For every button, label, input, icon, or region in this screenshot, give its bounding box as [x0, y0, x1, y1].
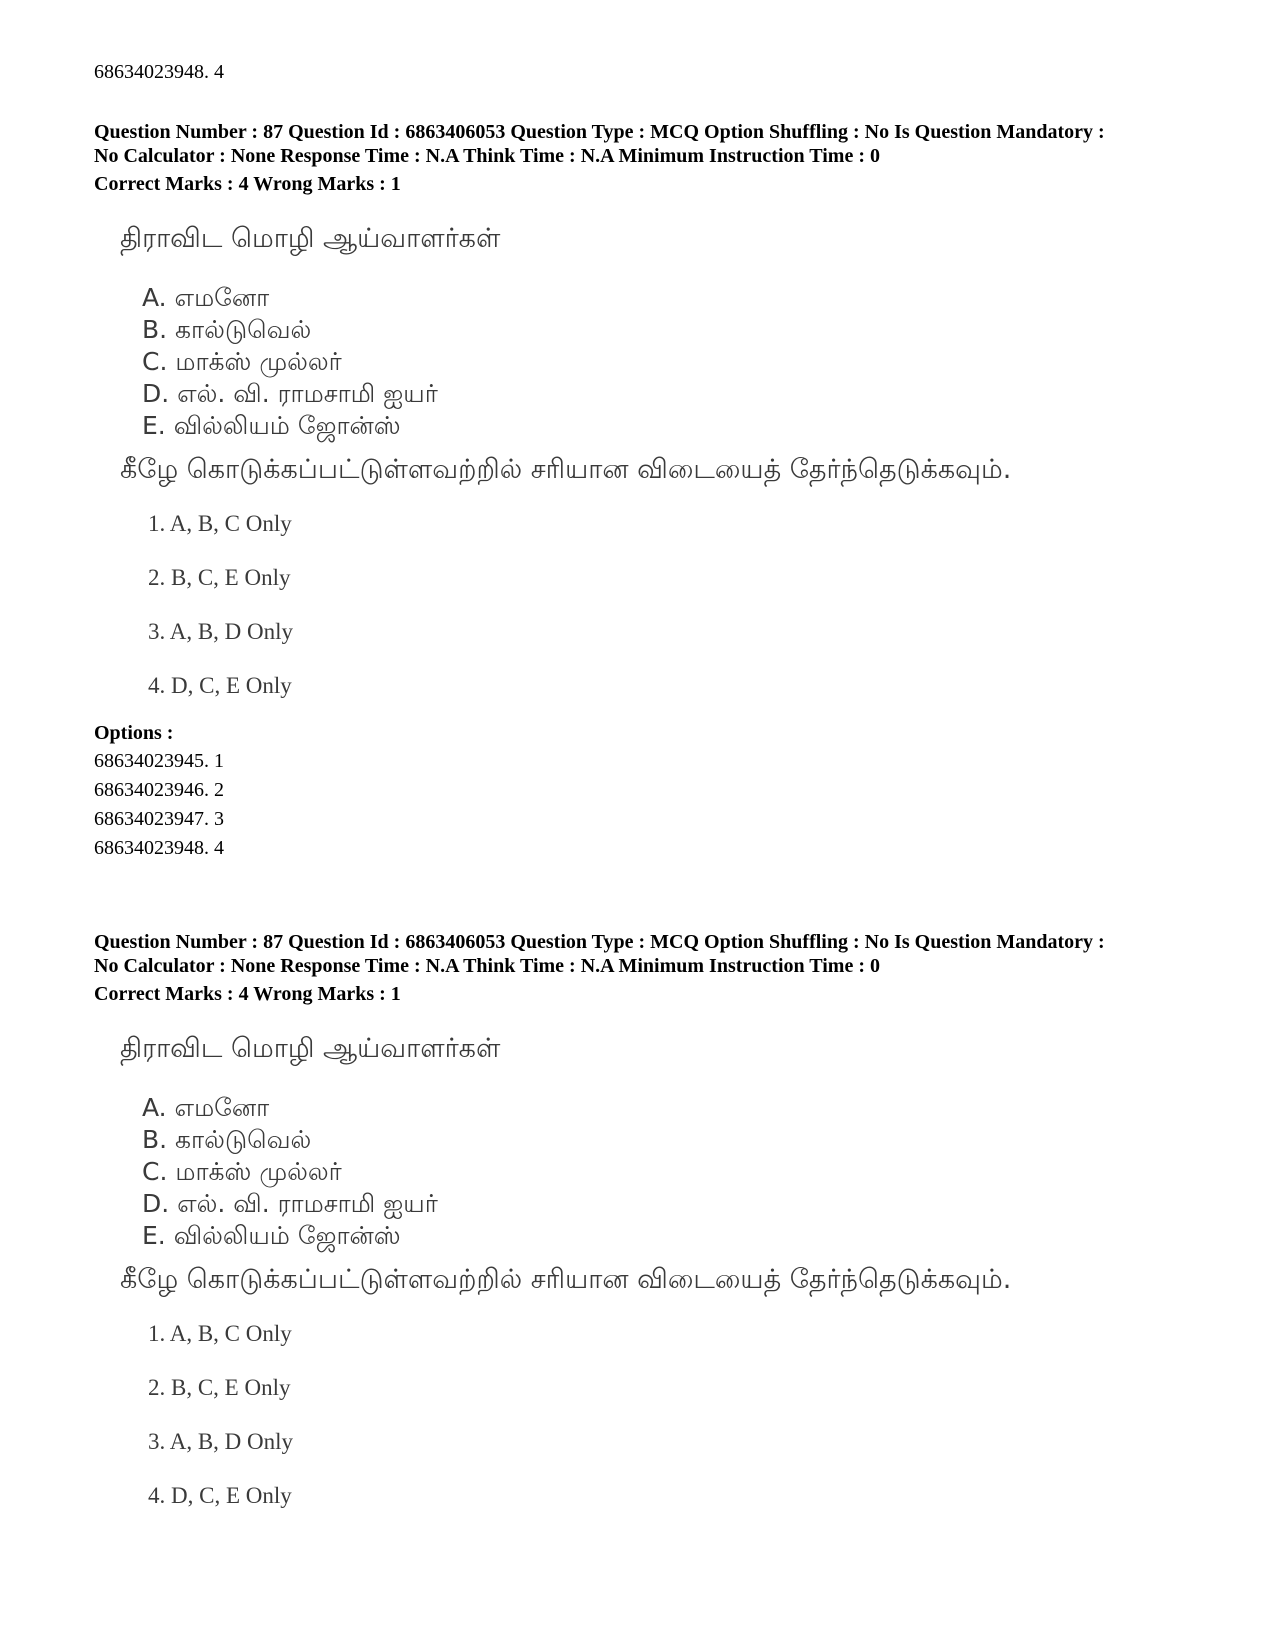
question-header-line-1: Question Number : 87 Question Id : 6863406053 Question Type : MCQ Option Shuffling : No Is Question Mandatory : [94, 121, 1105, 143]
answer-choice-list [148, 512, 293, 728]
answer-choice-4: 4. D, C, E Only [148, 1483, 292, 1508]
options-title: Options : [94, 722, 174, 744]
option-item-2: 68634023946. 2 [94, 779, 224, 801]
question-block-2 [94, 930, 1204, 1508]
answer-choice-1: 1. A, B, C Only [148, 1321, 292, 1346]
answer-choice-4: 4. D, C, E Only [148, 673, 292, 698]
answer-choice-3: 3. A, B, D Only [148, 1429, 294, 1454]
options-list [94, 747, 224, 863]
statement-list [142, 1092, 438, 1252]
statement-item-a: A. எமனோ [142, 1093, 270, 1122]
question-header-line-1: Question Number : 87 Question Id : 6863406053 Question Type : MCQ Option Shuffling : No Is Question Mandatory : [94, 931, 1105, 953]
answer-choice-3: 3. A, B, D Only [148, 619, 294, 644]
option-item-3: 68634023947. 3 [94, 808, 224, 830]
answer-choice-2: 2. B, C, E Only [148, 565, 291, 590]
statement-item-d: D. எல். வி. ராமசாமி ஐயர் [142, 379, 438, 408]
statement-item-a: A. எமனோ [142, 283, 270, 312]
statement-item-e: E. வில்லியம் ஜோன்ஸ் [142, 411, 401, 440]
question-marks: Correct Marks : 4 Wrong Marks : 1 [94, 173, 401, 195]
question-instruction: கீழே கொடுக்கப்பட்டுள்ளவற்றில் சரியான விடையைத் தேர்ந்தெடுக்கவும். [120, 454, 1012, 485]
previous-option-line: 68634023948. 4 [94, 61, 224, 83]
option-item-4: 68634023948. 4 [94, 837, 224, 859]
question-text: திராவிட மொழி ஆய்வாளர்கள் [120, 223, 501, 254]
question-text: திராவிட மொழி ஆய்வாளர்கள் [120, 1033, 501, 1064]
answer-choice-2: 2. B, C, E Only [148, 1375, 291, 1400]
answer-choice-list [148, 1322, 293, 1538]
statement-item-c: C. மாக்ஸ் முல்லர் [142, 1157, 342, 1186]
statement-list [142, 282, 438, 442]
statement-item-b: B. கால்டுவெல் [142, 1125, 312, 1154]
statement-item-c: C. மாக்ஸ் முல்லர் [142, 347, 342, 376]
option-item-1: 68634023945. 1 [94, 750, 224, 772]
question-header-line-2: No Calculator : None Response Time : N.A Think Time : N.A Minimum Instruction Time : 0 [94, 955, 880, 977]
answer-choice-1: 1. A, B, C Only [148, 511, 292, 536]
statement-item-d: D. எல். வி. ராமசாமி ஐயர் [142, 1189, 438, 1218]
statement-item-e: E. வில்லியம் ஜோன்ஸ் [142, 1221, 401, 1250]
statement-item-b: B. கால்டுவெல் [142, 315, 312, 344]
question-instruction: கீழே கொடுக்கப்பட்டுள்ளவற்றில் சரியான விடையைத் தேர்ந்தெடுக்கவும். [120, 1264, 1012, 1295]
question-block-1 [94, 120, 1204, 859]
question-marks: Correct Marks : 4 Wrong Marks : 1 [94, 983, 401, 1005]
question-header-line-2: No Calculator : None Response Time : N.A Think Time : N.A Minimum Instruction Time : 0 [94, 145, 880, 167]
